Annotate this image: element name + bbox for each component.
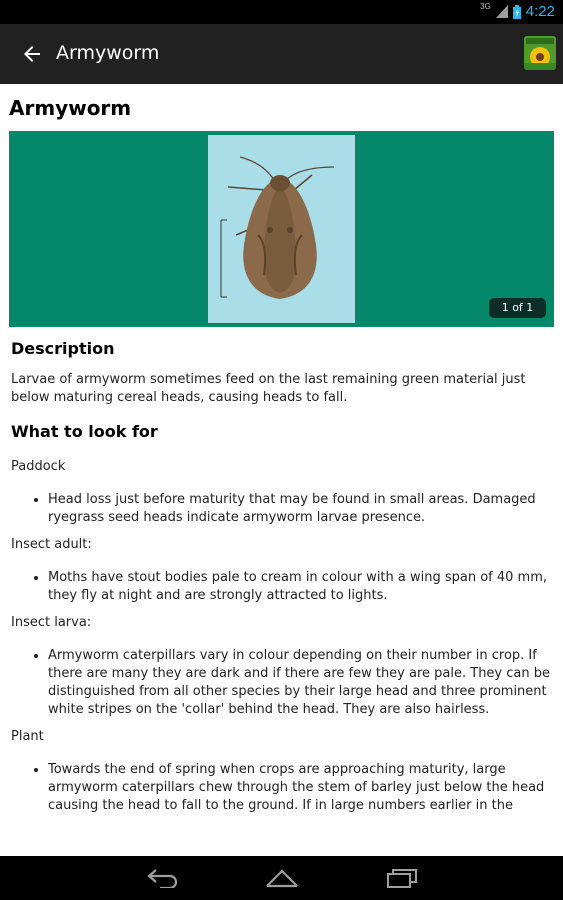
clock: 4:22 xyxy=(525,3,555,20)
section-label-insect-adult: Insect adult: xyxy=(11,537,92,552)
back-arrow-icon[interactable] xyxy=(20,42,44,66)
image-counter[interactable]: 1 of 1 xyxy=(489,298,546,318)
section-label-paddock: Paddock xyxy=(11,459,66,474)
image-gallery[interactable] xyxy=(9,131,554,327)
paddock-bullets xyxy=(11,491,551,527)
recents-nav-icon[interactable] xyxy=(386,868,418,888)
back-nav-icon[interactable] xyxy=(146,868,180,888)
app-logo-icon[interactable] xyxy=(524,36,556,70)
battery-icon xyxy=(513,5,521,19)
bullet-item: • Head loss just before maturity that may be found in small areas. Damaged ryegrass seed heads indicate armyworm larvae presence. xyxy=(48,491,551,527)
insect-adult-bullets xyxy=(11,569,551,605)
article-body xyxy=(11,339,551,815)
what-to-look-for-heading: What to look for xyxy=(11,422,158,441)
bullet-item: • Moths have stout bodies pale to cream in colour with a wing span of 40 mm, they fly at night and are strongly attracted to lights. xyxy=(48,569,551,605)
bullet-item: • Towards the end of spring when crops are approaching maturity, large armyworm caterpillars chew through the stem of barley just below the head causing the head to fall to the ground. If in large numbers earlier in the xyxy=(48,761,551,815)
section-label-insect-larva: Insect larva: xyxy=(11,615,92,630)
description-heading: Description xyxy=(11,339,115,358)
description-text: Larvae of armyworm sometimes feed on the last remaining green material just below maturing cereal heads, causing heads to fall. xyxy=(11,372,526,405)
navigation-bar xyxy=(0,856,563,900)
network-type: 3G xyxy=(480,2,491,11)
home-nav-icon[interactable] xyxy=(264,868,300,888)
moth-illustration xyxy=(208,135,355,323)
insect-larva-bullets xyxy=(11,647,551,719)
signal-icon xyxy=(496,5,508,18)
moth-photo xyxy=(208,135,355,323)
action-bar xyxy=(0,24,563,84)
page-title: Armyworm xyxy=(9,96,132,120)
bullet-item: • Armyworm caterpillars vary in colour depending on their number in crop. If there are many they are dark and if there are few they are pale. They can be distinguished from all other species by their large head and three prominent white stripes on the 'collar' behind the head. They are also hairless. xyxy=(48,647,551,719)
content-scroll[interactable] xyxy=(0,84,563,856)
section-label-plant: Plant xyxy=(11,729,44,744)
status-bar xyxy=(0,0,563,24)
action-bar-title: Armyworm xyxy=(56,42,160,64)
plant-bullets xyxy=(11,761,551,815)
status-icons xyxy=(480,3,555,20)
